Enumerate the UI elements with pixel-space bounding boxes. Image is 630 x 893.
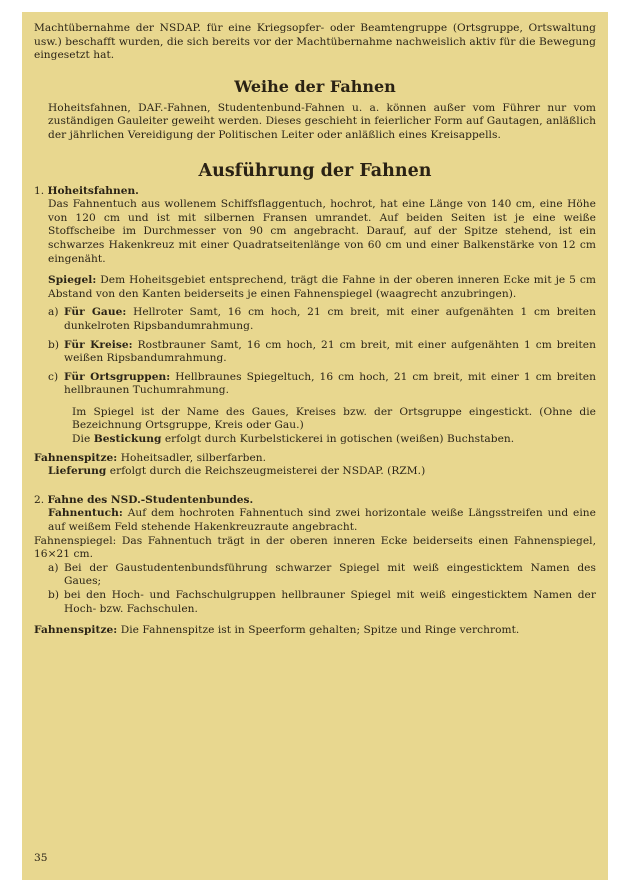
list-item-bold: Für Ortsgruppen: (64, 370, 171, 383)
fahnenspitze-paragraph (34, 452, 596, 466)
section-2-title: Fahne des NSD.-Studentenbundes. (47, 493, 254, 506)
fahnentuch-paragraph (34, 507, 596, 534)
heading-weihe: Weihe der Fahnen (234, 76, 396, 96)
list-item-text: Hellbraunes Spiegeltuch, 16 cm hoch, 21 cm breit, mit einer 1 cm breiten hellbraunen Tuchumrahmung. (64, 370, 596, 397)
page-number: 35 (34, 852, 48, 864)
list-item-text: Bei der Gaustudentenbundsführung schwarzer Spiegel mit weiß eingesticktem Namen des Gaues; (64, 561, 596, 588)
list-item (34, 562, 596, 589)
lieferung-text: erfolgt durch die Reichszeugmeisterei der NSDAP. (RZM.) (109, 465, 426, 478)
list-item (34, 339, 596, 366)
list-item-bold: Für Gaue: (64, 306, 127, 319)
fahnenspitze-2-text: Die Fahnenspitze ist in Speerform gehalten; Spitze und Ringe verchromt. (120, 624, 520, 637)
fahnenspitze-2-paragraph (34, 624, 596, 638)
fahnenspitze-label: Fahnenspitze: (34, 451, 118, 464)
fahnenspitze-2-label: Fahnenspitze: (34, 624, 118, 637)
list-item-text: Rostbrauner Samt, 16 cm hoch, 21 cm breit, mit einer aufgenähten 1 cm breiten weißen Ripsbandumrahmung. (64, 338, 596, 365)
lieferung-bold: Lieferung (48, 465, 107, 478)
bestickung-text: erfolgt durch Kurbelstickerei in gotischen (weißen) Buchstaben. (164, 433, 515, 446)
list-item-text: Hellroter Samt, 16 cm hoch, 21 cm breit, mit einer aufgenähten 1 cm breiten dunkelroten Ripsbandumrahmung. (64, 306, 596, 332)
section-1-title: Hoheitsfahnen. (47, 184, 139, 197)
document-page (22, 12, 608, 880)
bestickung-pre: Die (72, 433, 91, 446)
spiegel-paragraph (34, 274, 596, 301)
list-item (34, 589, 596, 616)
list-item-label: a) (48, 306, 59, 319)
section-2-heading (34, 494, 596, 508)
list-item-bold: Für Kreise: (64, 338, 133, 351)
spiegel-label: Spiegel: (48, 274, 97, 287)
fahnenspitze-text: Hoheitsadler, silberfarben. (120, 451, 267, 464)
list-item (34, 306, 596, 333)
lieferung-paragraph (34, 465, 596, 479)
fahnenspiegel-paragraph: Fahnenspiegel: Das Fahnentuch trägt in der oberen inneren Ecke beiderseits einen Fahnenspiegel, 16×21 cm. (34, 534, 596, 561)
intro-paragraph: Machtübernahme der NSDAP. für eine Kriegsopfer- oder Beamtengruppe (Ortsgruppe, Ortswaltung usw.) beschafft wurden, die sich bereits vor der Machtübernahme nachweislich aktiv für die Bewegung eingesetzt hat. (34, 22, 596, 62)
bestickung-bold: Bestickung (93, 433, 162, 446)
fahnentuch-text: Auf dem hochroten Fahnentuch sind zwei horizontale weiße Längsstreifen und eine auf weißem Feld stehende Hakenkreuzraute angebracht. (48, 507, 596, 534)
fahnentuch-label: Fahnentuch: (48, 507, 123, 520)
list-item-label: c) (48, 370, 59, 383)
list-item-label: b) (48, 589, 60, 601)
section-1-heading (34, 185, 596, 199)
hoheitsfahnen-paragraph: Das Fahnentuch aus wollenem Schiffsflaggentuch, hochrot, hat eine Länge von 140 cm, eine Höhe von 120 cm und ist mit silbernen Fransen umrandet. Auf beiden Seiten ist je eine weiße Stoffscheibe im Durchmesser von 90 cm angebracht. Darauf, auf der Spitze stehend, ist ein schwarzes Hakenkreuz mit einer Quadratseitenlänge von 60 cm und einer Balkenstärke von 12 cm eingenäht. (48, 198, 596, 265)
spiegel-text: Dem Hoheitsgebiet entsprechend, trägt die Fahne in der oberen inneren Ecke mit je 5 cm Abstand von den Kanten beiderseits je einen Fahnenspiegel (waagrecht anzubringen). (48, 274, 596, 300)
list-item (34, 371, 596, 398)
list-item-text: bei den Hoch- und Fachschulgruppen hellbrauner Spiegel mit weiß eingesticktem Namen der Hoch- bzw. Fachschulen. (64, 589, 596, 615)
section-2-number: 2. (34, 493, 45, 506)
name-paragraph: Im Spiegel ist der Name des Gaues, Kreises bzw. der Ortsgruppe eingestickt. (Ohne die Bezeichnung Ortsgruppe, Kreis oder Gau.) (72, 405, 596, 432)
heading-ausfuehrung: Ausführung der Fahnen (198, 160, 432, 181)
list-item-label: b) (48, 338, 60, 351)
weihe-paragraph: Hoheitsfahnen, DAF.-Fahnen, Studentenbund-Fahnen u. a. können außer vom Führer nur vom zuständigen Gauleiter geweiht werden. Dieses geschieht in feierlicher Form auf Gautagen, anläßlich der jährlichen Vereidigung der Politischen Leiter oder anläßlich eines Kreisappells. (48, 101, 596, 141)
list-item-label: a) (48, 561, 59, 574)
bestickung-paragraph (34, 433, 596, 447)
section-1-number: 1. (34, 184, 45, 197)
